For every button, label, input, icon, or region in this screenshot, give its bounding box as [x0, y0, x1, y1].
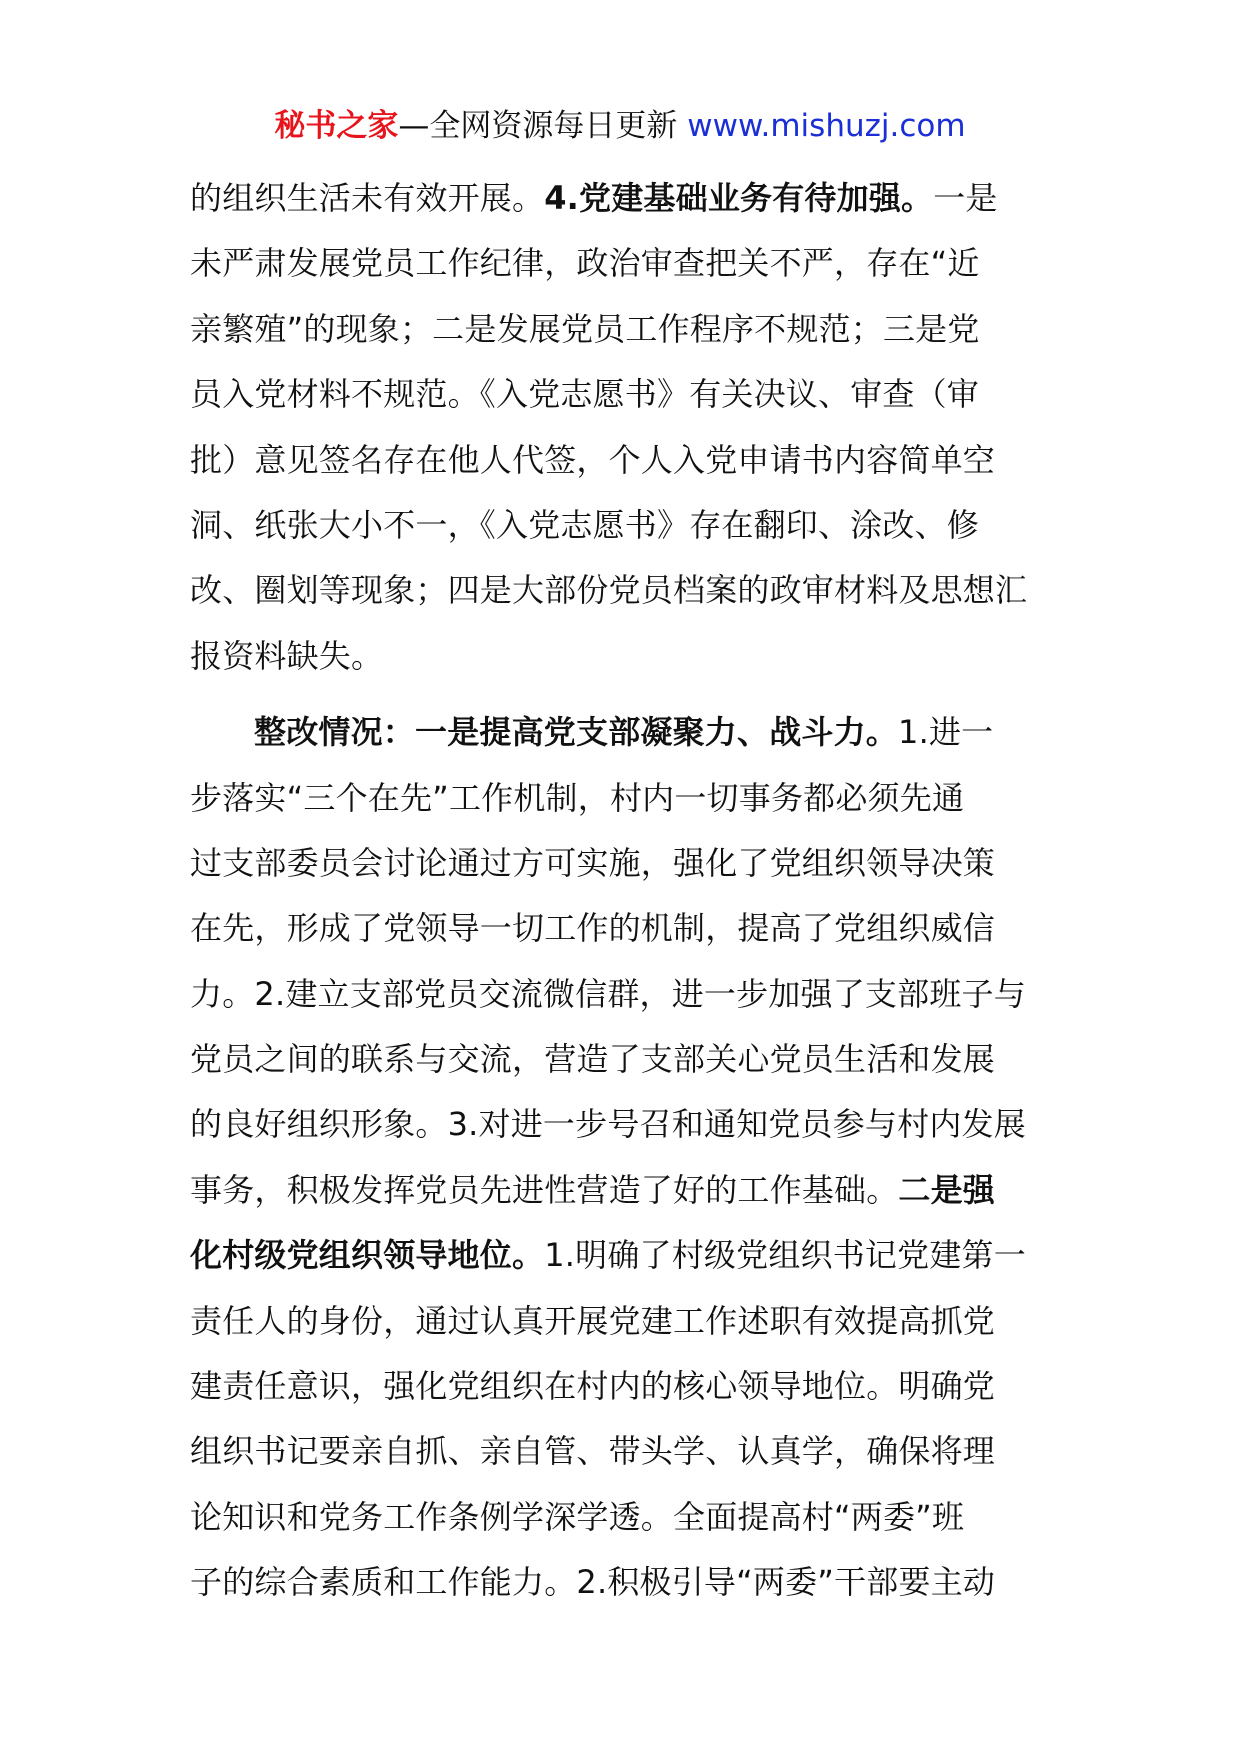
body-text: 未严肃发展党员工作纪律，政治审查把关不严，存在“近: [190, 244, 980, 283]
body-text: 党员之间的联系与交流，营造了支部关心党员生活和发展: [190, 1040, 996, 1079]
text-line: [190, 558, 1070, 623]
body-text: 员入党材料不规范。《入党志愿书》有关决议、审查（审: [190, 375, 980, 414]
site-url-link[interactable]: www.mishuzj.com: [687, 108, 966, 144]
text-line: [190, 896, 1070, 961]
text-line: [190, 1550, 1070, 1615]
body-text: 过支部委员会讨论通过方可实施，强化了党组织领导决策: [190, 843, 996, 882]
text-line: [190, 1223, 1070, 1288]
text-line: [190, 700, 1070, 765]
body-text: 力。2.建立支部党员交流微信群，进一步加强了支部班子与: [190, 974, 1026, 1013]
body-text: 亲繁殖”的现象；二是发展党员工作程序不规范；三是党: [190, 309, 980, 348]
bold-text: 整改情况：一是提高党支部凝聚力、战斗力。: [254, 713, 899, 752]
body-text: 事务，积极发挥党员先进性营造了好的工作基础。: [190, 1170, 899, 1209]
body-text: 一是: [933, 179, 998, 217]
text-line: [190, 1289, 1070, 1354]
text-line: [190, 1354, 1070, 1419]
body-text: 组织书记要亲自抓、亲自管、带头学、认真学，确保将理: [190, 1432, 996, 1471]
body-text: 报资料缺失。: [190, 636, 384, 675]
body-text: 责任人的身份，通过认真开展党建工作述职有效提高抓党: [190, 1301, 996, 1340]
site-brand: 秘书之家: [274, 108, 399, 144]
body-text: 子的综合素质和工作能力。2.积极引导“两委”干部要主动: [190, 1563, 996, 1602]
body-text: 建责任意识，强化党组织在村内的核心领导地位。明确党: [190, 1367, 996, 1406]
text-line: [190, 1092, 1070, 1157]
text-line: [190, 766, 1070, 831]
text-line: [190, 1027, 1070, 1092]
text-line: [190, 962, 1070, 1027]
bold-text: 化村级党组织领导地位。: [190, 1236, 545, 1275]
body-text: 1.进一: [898, 713, 994, 752]
body-text: 在先，形成了党领导一切工作的机制，提高了党组织威信: [190, 909, 996, 948]
bold-text: 4.党建基础业务有待加强。: [544, 179, 934, 217]
site-tagline: —全网资源每日更新: [398, 108, 688, 144]
body-text: 洞、纸张大小不一，《入党志愿书》存在翻印、涂改、修: [190, 505, 980, 544]
text-line: [190, 428, 1070, 493]
text-line: [190, 1158, 1070, 1223]
body-text: 的组织生活未有效开展。: [190, 179, 545, 217]
body-text: 步落实“三个在先”工作机制，村内一切事务都必须先通: [190, 778, 965, 817]
text-line: [190, 624, 1070, 689]
text-line: [190, 362, 1070, 427]
body-text: 改、圈划等现象；四是大部份党员档案的政审材料及思想汇: [190, 571, 1028, 610]
text-line: [190, 1485, 1070, 1550]
document-body: [190, 166, 1070, 1616]
text-line: [190, 297, 1070, 362]
body-text: 批）意见签名存在他人代签，个人入党申请书内容简单空: [190, 440, 996, 479]
body-text: 的良好组织形象。3.对进一步号召和通知党员参与村内发展: [190, 1105, 1026, 1144]
bold-text: 二是强: [898, 1170, 996, 1209]
text-line: [190, 1419, 1070, 1484]
text-line: [190, 831, 1070, 896]
text-line: [190, 166, 1070, 231]
body-text: 论知识和党务工作条例学深学透。全面提高村“两委”班: [190, 1497, 965, 1536]
text-line: [190, 493, 1070, 558]
site-header: [0, 104, 1240, 148]
body-text: 1.明确了村级党组织书记党建第一: [544, 1236, 1026, 1275]
text-line: [190, 231, 1070, 296]
